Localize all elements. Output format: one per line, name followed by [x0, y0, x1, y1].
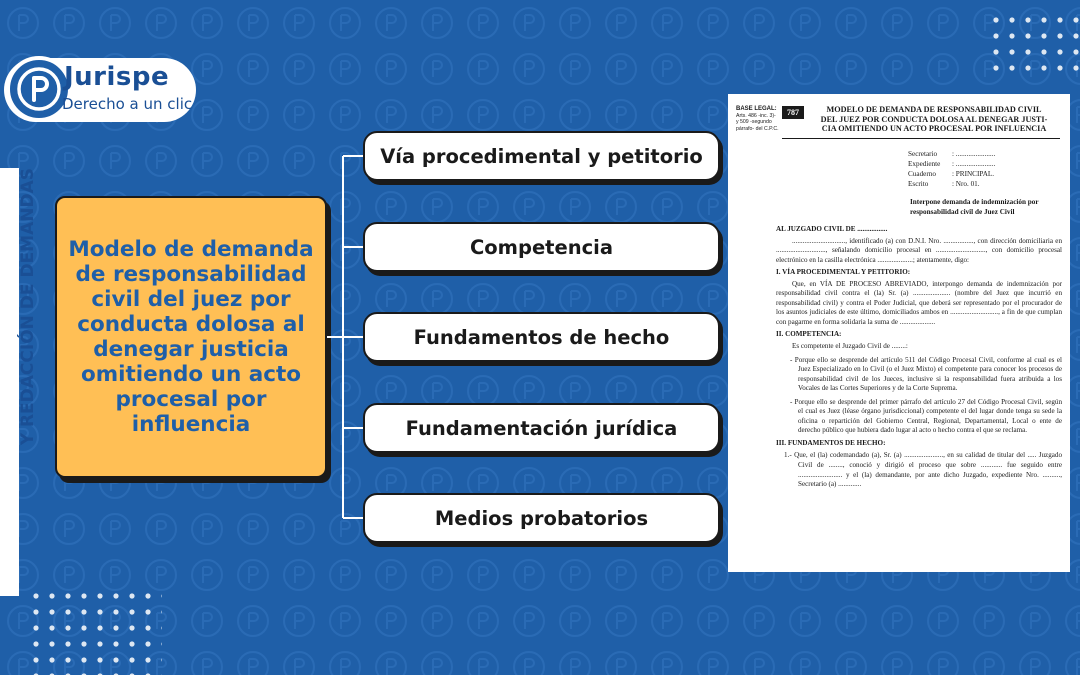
doc-base-legal: BASE LEGAL: Arts. 486 -inc. 3)- y 509 -segundo párrafo- del C.P.C.	[736, 106, 779, 132]
section-pill-fundamentos-hecho: Fundamentos de hecho	[363, 312, 720, 362]
brand-tagline: Derecho a un clic	[62, 95, 193, 113]
doc-section-1-text: Que, en VÍA DE PROCESO ABREVIADO, interpongo demanda de indemnización por responsabilidad civil contra el (la) Sr. (a) ..................... (nombre del Juez que incurrió en responsabilidad civil) y contra el Poder Judicial, que deberá ser representado por el procurador de los asuntos judiciales de este último, domiciliados ambos en ..........................., a fin de que cumplan con pagarme en forma solidaria la suma de ....................	[776, 279, 1062, 326]
brand-name: Jurispe	[64, 62, 170, 92]
doc-intro: .............................., identificado (a) con D.N.I. Nro. ................., con dirección domiciliaria en ............................, señalando domicilio procesal en ............................, con domicilio procesal electrónico en la casilla electrónica ....................; atentamente, digo:	[776, 236, 1062, 264]
section-pill-competencia: Competencia	[363, 222, 720, 272]
doc-meta: Secretario : ...................... Expediente : ...................... Cuaderno : PRINCIPAL. Escrito : Nro. 01.	[908, 150, 996, 188]
section-pill-fundamentacion-juridica: Fundamentación jurídica	[363, 403, 720, 453]
doc-model-number: 787	[782, 106, 804, 119]
section-pill-medios-probatorios: Medios probatorios	[363, 493, 720, 543]
doc-section-3-item: 1.- Que, el (la) codemandado (a), Sr. (a) ......................, en su calidad de titular del ..... Juzgado Civil de ........, conoció y dirigió el proceso que sobre ............ fue seguido entre ......................... y el (la) demandante, por ante dicho Juzgado, expediente Nro. .........., Secretario (a) .............	[784, 451, 1062, 489]
doc-section-2-bullet: - Porque ello se desprende del primer párrafo del artículo 27 del Código Procesal Civil, según el cual es Juez (léase órgano jurisdiccional) competente el del lugar donde tenga su sede la oficina o repartición del Gobierno Central, Regional, Departamental, Local o ente de derecho público que hubiera dado lugar al acto o hecho contra el que se reclama.	[790, 397, 1062, 435]
doc-section-1-title: I. VÍA PROCEDIMENTAL Y PETITORIO:	[776, 268, 911, 277]
doc-section-2-bullet: - Porque ello se desprende del artículo 511 del Código Procesal Civil, conforme al cual es el Juez Especializado en lo Civil (o el Juez Mixto) el competente para conocer los procesos de responsabilidad civil de los Jueces, inclusive si la responsabilidad fuera atribuida a los Vocales de las Cortes Superiores y de la Corte Suprema.	[790, 355, 1062, 393]
document-preview	[728, 94, 1070, 572]
main-title: Modelo de demanda de responsabilidad civil del juez por conducta dolosa al denegar justicia omitiendo un acto procesal por influencia	[68, 237, 314, 437]
doc-section-2-title: II. COMPETENCIA:	[776, 330, 842, 339]
doc-section-3-title: III. FUNDAMENTOS DE HECHO:	[776, 438, 886, 447]
doc-section-2-text: Es competente el Juzgado Civil de ........:	[792, 342, 908, 351]
doc-heading: MODELO DE DEMANDA DE RESPONSABILIDAD CIVIL DEL JUEZ POR CONDUCTA DOLOSA AL DENEGAR JUSTI- CIA OMITIENDO UN ACTO PROCESAL POR INFLUENCIA	[820, 105, 1048, 134]
doc-body	[776, 222, 1062, 490]
section-pill-via-procedimental: Vía procedimental y petitorio	[363, 131, 720, 181]
doc-divider	[782, 138, 1060, 139]
doc-subject: Interpone demanda de indemnización por responsabilidad civil de Juez Civil	[910, 198, 1039, 216]
doc-addressee: AL JUZGADO CIVIL DE .................	[776, 225, 888, 233]
side-label: Y REDACCIÓN DE DEMANDAS	[18, 168, 38, 446]
